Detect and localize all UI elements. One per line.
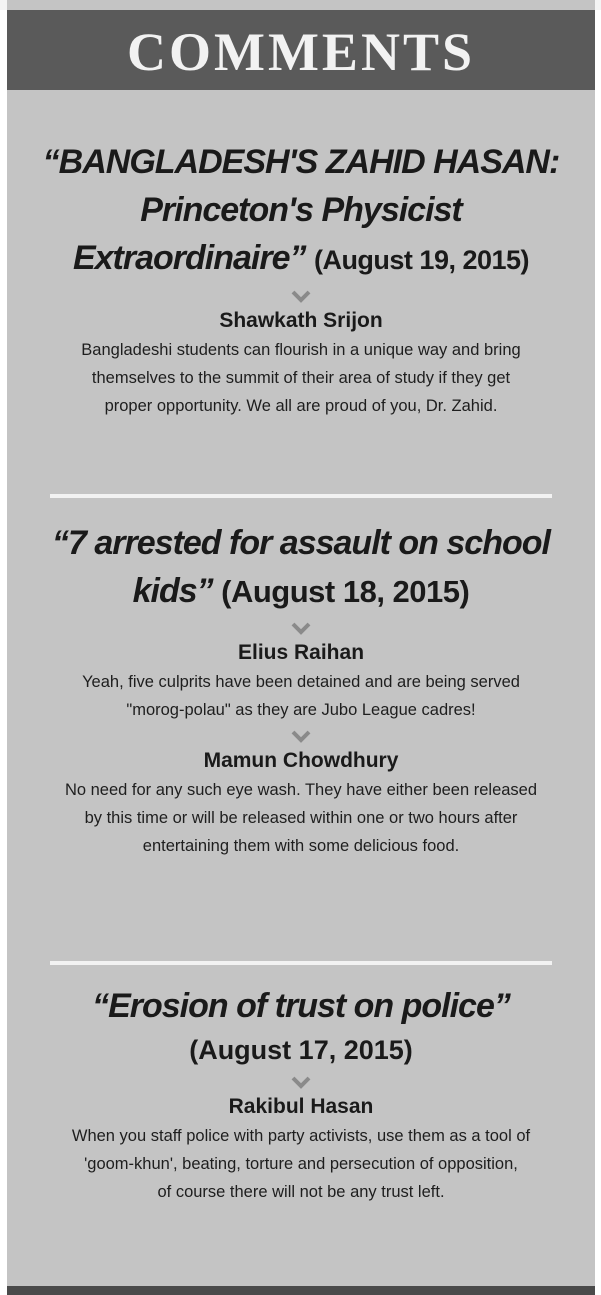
- chevron-down-icon: [289, 728, 313, 744]
- comment-line: themselves to the summit of their area of study if they get: [91, 369, 511, 387]
- article-date: (August 17, 2015): [189, 1035, 413, 1065]
- page-title: COMMENTS: [127, 22, 475, 82]
- comment-line: 'goom-khun', beating, torture and persecution of opposition,: [84, 1155, 518, 1173]
- comment-text: [7, 776, 595, 860]
- article-block-1: [7, 138, 595, 420]
- headline-line: [7, 567, 595, 616]
- article-block-3: [7, 982, 595, 1206]
- headline-line: “7 arrested for assault on school: [52, 524, 550, 562]
- comment-line: Bangladeshi students can flourish in a unique way and bring: [81, 341, 521, 359]
- headline-line: kids”: [132, 572, 213, 610]
- article-headline: [7, 982, 595, 1030]
- headline-line: Extraordinaire”: [72, 239, 306, 277]
- article-date: (August 19, 2015): [313, 245, 530, 275]
- headline-line: Princeton's Physicist: [140, 191, 462, 229]
- bottom-rule: [7, 1286, 595, 1295]
- section-divider: [50, 961, 552, 965]
- comment-line: by this time or will be released within one or two hours after: [84, 809, 518, 827]
- chevron-down-icon: [289, 1074, 313, 1090]
- headline-line: [7, 234, 595, 284]
- article-block-2: [7, 519, 595, 860]
- comment-author: Rakibul Hasan: [228, 1095, 374, 1118]
- chevron-down-icon: [289, 288, 313, 304]
- comment-line: entertaining them with some delicious food.: [142, 837, 460, 855]
- comment-text: [7, 668, 595, 724]
- comment-line: No need for any such eye wash. They have either been released: [64, 781, 538, 799]
- comment-text: [7, 1122, 595, 1206]
- comment-text: [7, 336, 595, 420]
- article-date: (August 18, 2015): [221, 574, 470, 609]
- header-band: [7, 10, 595, 90]
- headline-line: “BANGLADESH'S ZAHID HASAN:: [42, 143, 560, 181]
- comment-author: Elius Raihan: [237, 641, 365, 664]
- section-divider: [50, 494, 552, 498]
- comment-author: Mamun Chowdhury: [203, 749, 399, 772]
- comment-line: of course there will not be any trust left.: [157, 1183, 445, 1201]
- comment-line: Yeah, five culprits have been detained and are being served: [82, 673, 520, 691]
- chevron-down-icon: [289, 620, 313, 636]
- article-headline: [7, 519, 595, 616]
- article-headline: [7, 138, 595, 284]
- comment-line: proper opportunity. We all are proud of you, Dr. Zahid.: [104, 397, 498, 415]
- comment-author: Shawkath Srijon: [219, 309, 383, 332]
- headline-line: “Erosion of trust on police”: [92, 987, 510, 1025]
- comment-line: When you staff police with party activists, use them as a tool of: [71, 1127, 531, 1145]
- comment-line: "morog-polau" as they are Jubo League cadres!: [126, 701, 476, 719]
